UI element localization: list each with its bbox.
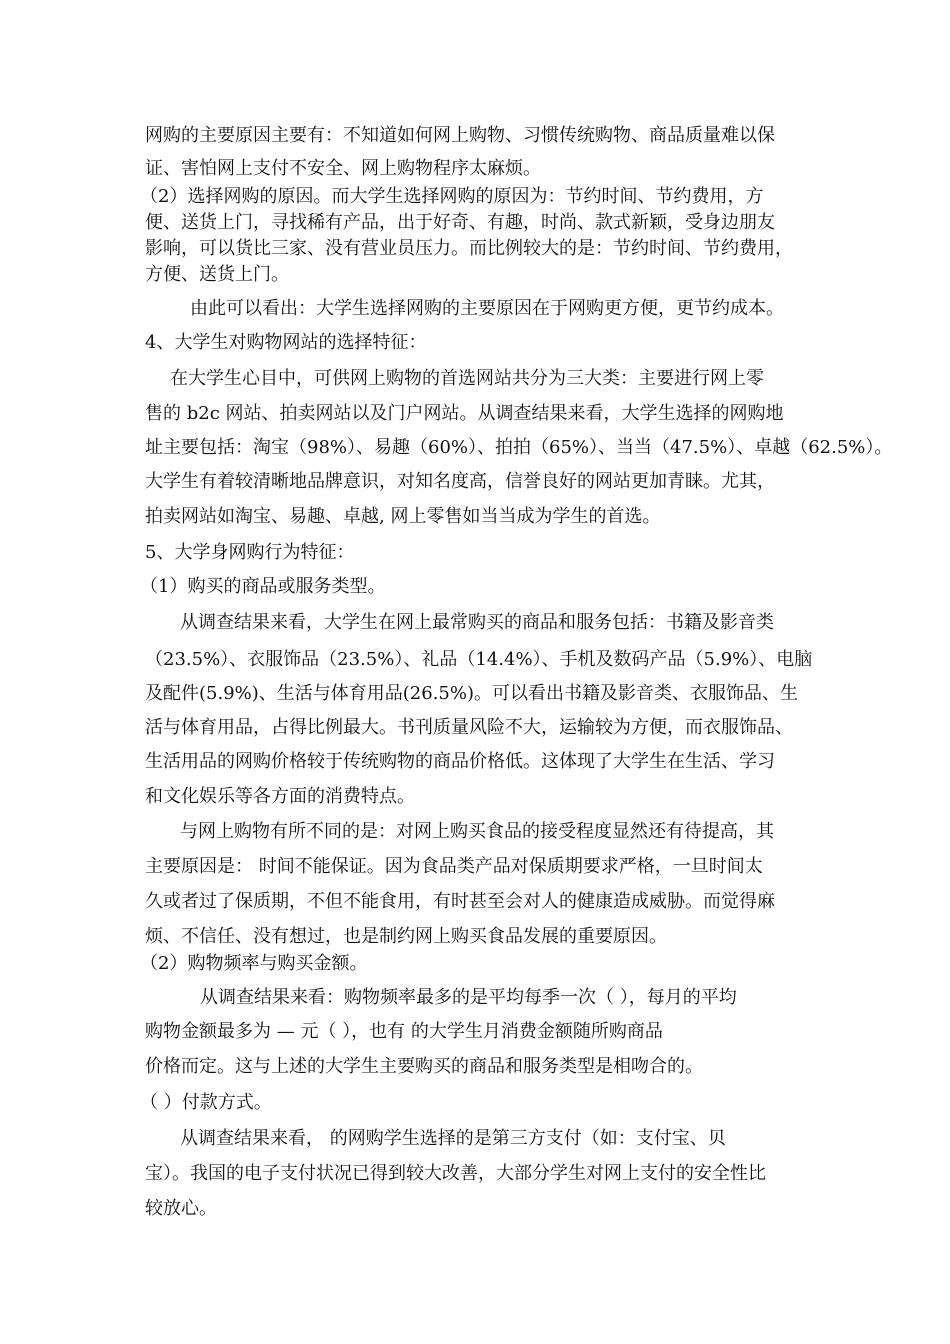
text-line: 从调查结果来看：购物频率最多的是平均每季一次（ ），每月的平均	[200, 987, 737, 1008]
text-line: 与网上购物有所不同的是：对网上购买食品的接受程度显然还有待提高，其	[180, 821, 774, 842]
text-line: 烦、不信任、没有想过，也是制约网上购买食品发展的重要原因。	[145, 926, 667, 947]
text-line: 网购的主要原因主要有：不知道如何网上购物、习惯传统购物、商品质量难以保	[145, 125, 775, 146]
text-line: 由此可以看出：大学生选择网购的主要原因在于网购更方便，更节约成本。	[190, 298, 784, 319]
text-line: （1）购买的商品或服务类型。	[140, 576, 386, 597]
text-line: 影响，可以货比三家、没有营业员压力。而比例较大的是：节约时间、节约费用，	[145, 238, 793, 259]
text-line: 方便、送货上门。	[145, 264, 289, 285]
text-line: 活与体育用品，占得比例最大。书刊质量风险不大，运输较为方便，而衣服饰品、	[145, 717, 793, 738]
text-line: （23.5%）、衣服饰品（23.5%）、礼品（14.4%）、手机及数码产品（5.9%）、电脑	[145, 649, 813, 670]
text-line: （ ）付款方式。	[140, 1092, 272, 1113]
text-line: （2）购物频率与购买金额。	[140, 953, 368, 974]
text-line: 生活用品的网购价格较于传统购物的商品价格低。这体现了大学生在生活、学习	[145, 751, 775, 772]
text-line: 从调查结果来看，大学生在网上最常购买的商品和服务包括：书籍及影音类	[180, 612, 774, 633]
text-line: 购物金额最多为 — 元（ ），也有 的大学生月消费金额随所购商品	[145, 1021, 663, 1042]
text-line: 及配件(5.9%)、生活与体育用品(26.5%)。可以看出书籍及影音类、衣服饰品、生	[145, 683, 798, 704]
text-line: 从调查结果来看， 的网购学生选择的是第三方支付（如：支付宝、贝	[180, 1128, 726, 1149]
text-line: 证、害怕网上支付不安全、网上购物程序太麻烦。	[145, 158, 541, 179]
text-line: 久或者过了保质期，不但不能食用，有时甚至会对人的健康造成威胁。而觉得麻	[145, 891, 775, 912]
text-line: 和文化娱乐等各方面的消费特点。	[145, 786, 415, 807]
text-line: 价格而定。这与上述的大学生主要购买的商品和服务类型是相吻合的。	[145, 1056, 703, 1077]
section-heading: 4、大学生对购物网站的选择特征：	[145, 332, 427, 353]
text-line: 大学生有着较清晰地品牌意识，对知名度高，信誉良好的网站更加青睐。尤其，	[145, 471, 775, 492]
text-line: 宝）。我国的电子支付状况已得到较大改善，大部分学生对网上支付的安全性比	[145, 1163, 766, 1184]
text-line: 址主要包括：淘宝（98%）、易趣（60%）、拍拍（65%）、当当（47.5%）、卓越（62.5%）。	[145, 437, 893, 458]
section-heading: 5、大学身网购行为特征：	[145, 542, 355, 563]
text-line: 主要原因是： 时间不能保证。因为食品类产品对保质期要求严格，一旦时间太	[145, 856, 763, 877]
text-line: 在大学生心目中，可供网上购物的首选网站共分为三大类：主要进行网上零	[170, 368, 764, 389]
text-line: 拍卖网站如淘宝、易趣、卓越, 网上零售如当当成为学生的首选。	[145, 506, 661, 527]
text-line: 售的 b2c 网站、拍卖网站以及门户网站。从调查结果来看，大学生选择的网购地	[145, 403, 784, 424]
text-line: 便、送货上门，寻找稀有产品，出于好奇、有趣，时尚、款式新颖，受身边朋友	[145, 212, 775, 233]
text-line: 较放心。	[145, 1198, 217, 1219]
text-line: （2）选择网购的原因。而大学生选择网购的原因为：节约时间、节约费用，方	[140, 186, 764, 207]
